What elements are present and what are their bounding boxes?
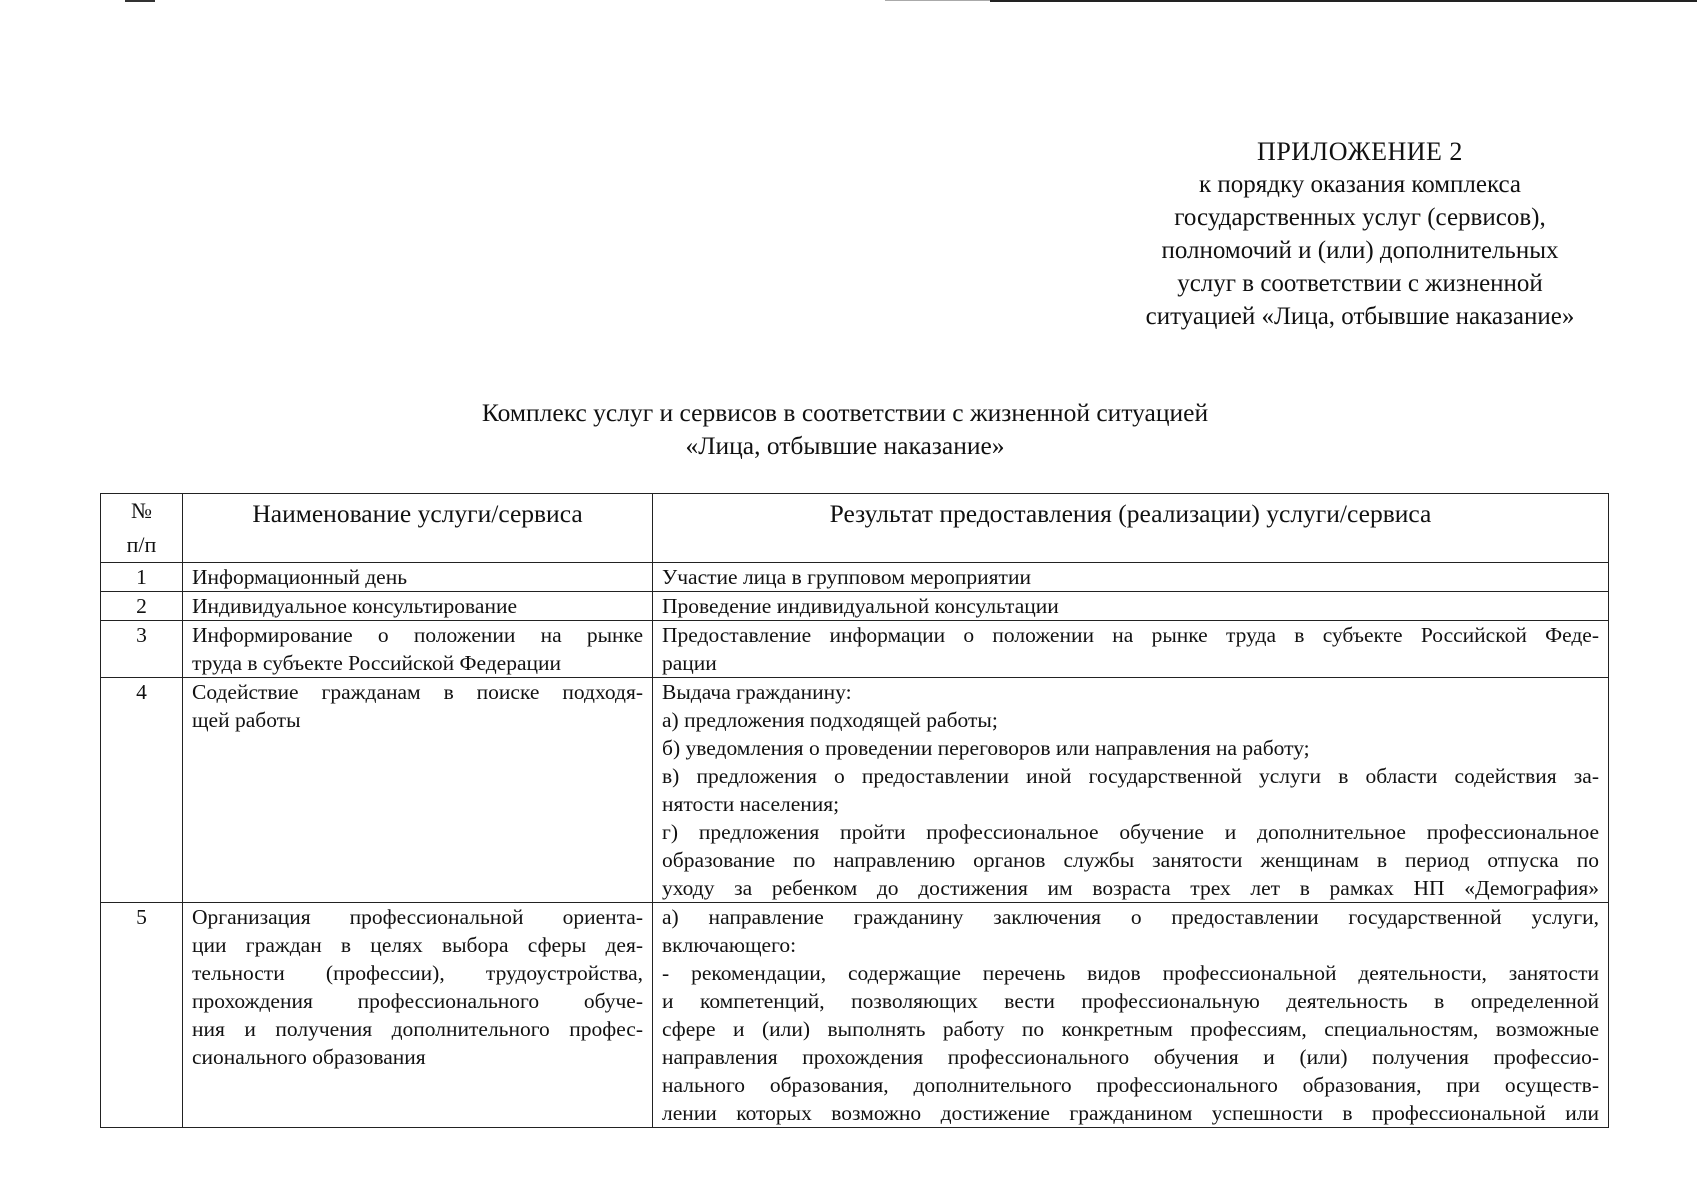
service-result bbox=[653, 563, 1609, 592]
row-number: 5 bbox=[101, 903, 183, 1128]
appendix-line: ситуацией «Лица, отбывшие наказание» bbox=[1145, 303, 1575, 330]
appendix-line: услуг в соответствии с жизненной bbox=[1177, 270, 1543, 297]
top-edge-mark bbox=[885, 0, 990, 1]
row-number: 1 bbox=[101, 563, 183, 592]
service-result bbox=[653, 903, 1609, 1128]
document-title bbox=[330, 396, 1360, 462]
service-name-line: сионального образования bbox=[192, 1045, 426, 1069]
document-title-line: «Лица, отбывшие наказание» bbox=[685, 431, 1005, 460]
header-number bbox=[101, 494, 183, 563]
table-row bbox=[101, 678, 1609, 903]
service-name bbox=[183, 903, 653, 1128]
service-name-line: тельности (профессии), трудоустройства, bbox=[192, 961, 643, 985]
service-name-line: ния и получения дополнительного профес- bbox=[192, 1017, 643, 1041]
header-result: Результат предоставления (реализации) услуги/сервиса bbox=[653, 494, 1609, 563]
appendix-line: государственных услуг (сервисов), bbox=[1174, 204, 1546, 231]
table-row bbox=[101, 903, 1609, 1128]
header-service-name: Наименование услуги/сервиса bbox=[183, 494, 653, 563]
header-number-abbr: п/п bbox=[126, 532, 157, 557]
service-name bbox=[183, 621, 653, 678]
services-table bbox=[100, 493, 1609, 1128]
service-name-line: ции граждан в целях выбора сферы дея- bbox=[192, 933, 643, 957]
service-name-line: Организация профессиональной ориента- bbox=[192, 905, 643, 929]
service-name-line: Информирование о положении на рынке bbox=[192, 623, 643, 647]
service-result-line: в) предложения о предоставлении иной государственной услуги в области содействия за- bbox=[662, 764, 1599, 788]
header-number-symbol: № bbox=[131, 498, 152, 523]
service-result-line: - рекомендации, содержащие перечень видов профессиональной деятельности, занятости bbox=[662, 961, 1599, 985]
row-number: 2 bbox=[101, 592, 183, 621]
service-result-line: Участие лица в групповом мероприятии bbox=[662, 565, 1031, 589]
appendix-header bbox=[1060, 135, 1660, 333]
service-result-line: образование по направлению органов службы занятости женщинам в период отпуска по bbox=[662, 848, 1599, 872]
service-name-line: Содействие гражданам в поиске подходя- bbox=[192, 680, 643, 704]
top-edge-rule bbox=[990, 0, 1697, 2]
service-result-line: включающего: bbox=[662, 933, 797, 957]
row-number: 3 bbox=[101, 621, 183, 678]
top-edge-mark bbox=[125, 0, 155, 2]
service-name-line: труда в субъекте Российской Федерации bbox=[192, 651, 562, 675]
service-name-line: Информационный день bbox=[192, 565, 408, 589]
service-result-line: Выдача гражданину: bbox=[662, 680, 852, 704]
row-number: 4 bbox=[101, 678, 183, 903]
service-name bbox=[183, 678, 653, 903]
service-result-line: уходу за ребенком до достижения им возраста трех лет в рамках НП «Демография» bbox=[662, 876, 1599, 900]
service-result-line: и компетенций, позволяющих вести профессиональную деятельность в определенной bbox=[662, 989, 1599, 1013]
service-result-line: г) предложения пройти профессиональное обучение и дополнительное профессиональное bbox=[662, 820, 1599, 844]
service-result-line: нального образования, дополнительного профессионального образования, при осуществ- bbox=[662, 1073, 1599, 1097]
table-header-row bbox=[101, 494, 1609, 563]
table-row bbox=[101, 621, 1609, 678]
service-result-line: Предоставление информации о положении на рынке труда в субъекте Российской Феде- bbox=[662, 623, 1599, 647]
service-result-line: б) уведомления о проведении переговоров или направления на работу; bbox=[662, 736, 1310, 760]
service-result-line: лении которых возможно достижение гражданином успешности в профессиональной или bbox=[662, 1101, 1599, 1125]
service-result-line: сфере и (или) выполнять работу по конкретным профессиям, специальностям, возможные bbox=[662, 1017, 1599, 1041]
appendix-title: ПРИЛОЖЕНИЕ 2 bbox=[1257, 137, 1463, 166]
service-result bbox=[653, 592, 1609, 621]
service-name-line: щей работы bbox=[192, 708, 301, 732]
table-row bbox=[101, 592, 1609, 621]
document-title-line: Комплекс услуг и сервисов в соответствии с жизненной ситуацией bbox=[481, 398, 1209, 427]
service-name-line: Индивидуальное консультирование bbox=[192, 594, 517, 618]
service-result bbox=[653, 621, 1609, 678]
service-name-line: прохождения профессионального обуче- bbox=[192, 989, 643, 1013]
service-name bbox=[183, 592, 653, 621]
service-name bbox=[183, 563, 653, 592]
service-result-line: рации bbox=[662, 651, 717, 675]
service-result-line: а) направление гражданину заключения о предоставлении государственной услуги, bbox=[662, 905, 1599, 929]
appendix-line: полномочий и (или) дополнительных bbox=[1161, 237, 1559, 264]
service-result-line: а) предложения подходящей работы; bbox=[662, 708, 998, 732]
table-row bbox=[101, 563, 1609, 592]
service-result-line: нятости населения; bbox=[662, 792, 840, 816]
appendix-line: к порядку оказания комплекса bbox=[1198, 171, 1522, 198]
service-result bbox=[653, 678, 1609, 903]
service-result-line: Проведение индивидуальной консультации bbox=[662, 594, 1059, 618]
service-result-line: направления прохождения профессионального обучения и (или) получения профессио- bbox=[662, 1045, 1599, 1069]
